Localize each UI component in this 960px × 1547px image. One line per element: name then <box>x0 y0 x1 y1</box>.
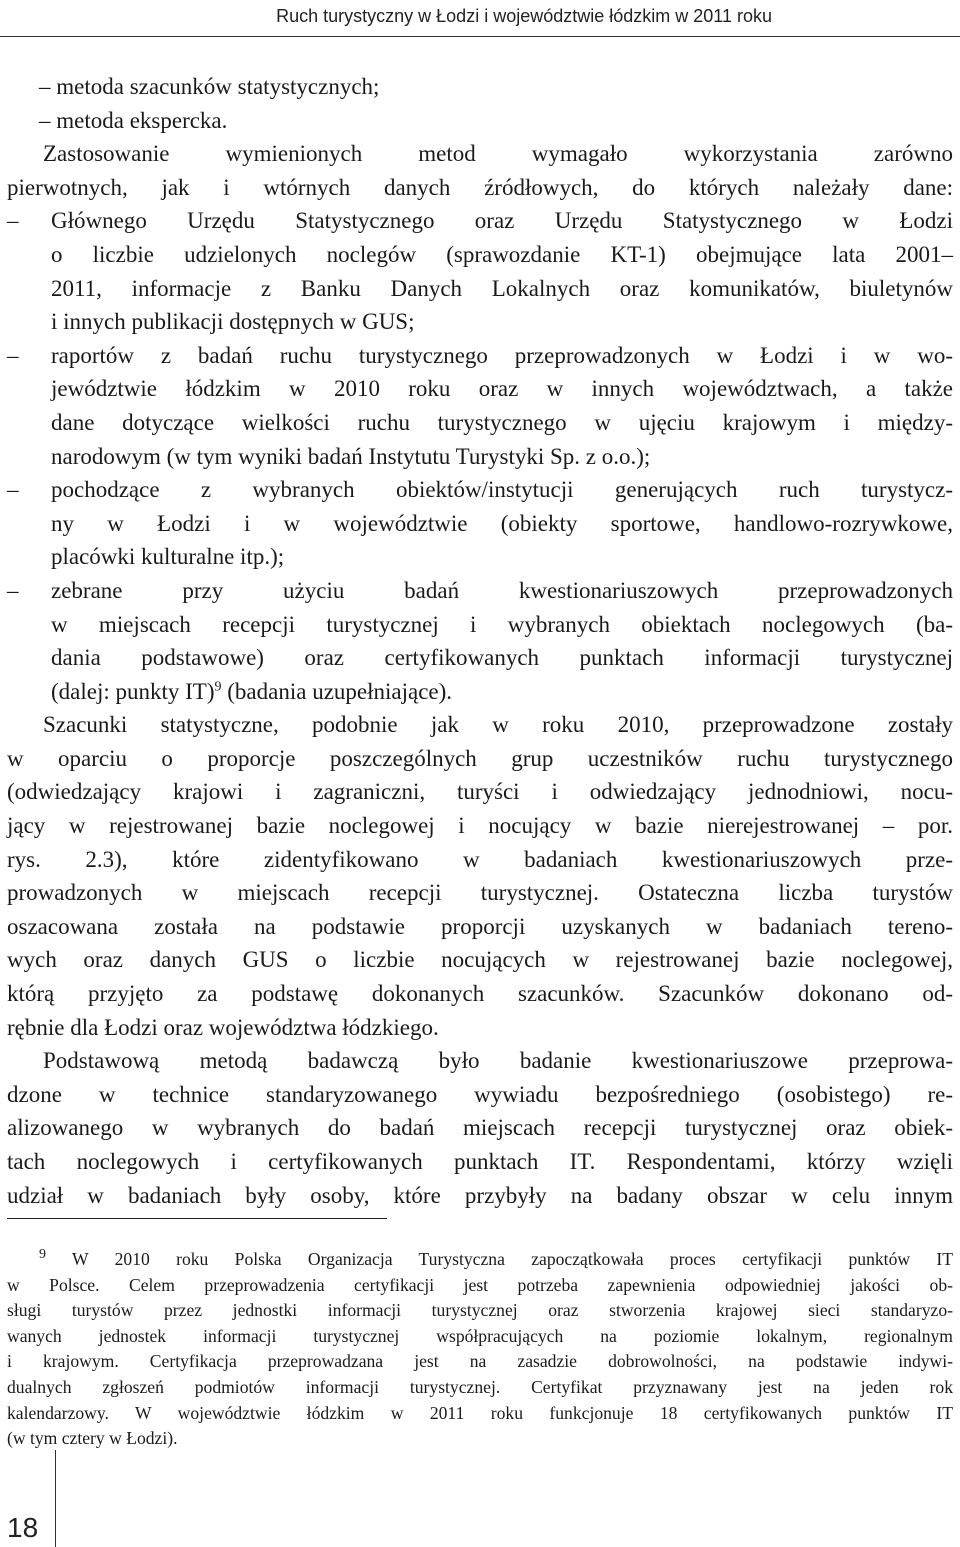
bullet-line: ny w Łodzi i w województwie (obiekty sportowe, handlowo-rozrywkowe, <box>51 510 953 536</box>
bullet-line-text: (badania uzupełniające). <box>221 678 453 704</box>
paragraph-line: jący w rejestrowanej bazie noclegowej i nocujący w bazie nierejestrowanej – por. <box>7 813 953 839</box>
bullet-line: placówki kulturalne itp.); <box>51 544 285 570</box>
paragraph-line: dzone w technice standaryzowanego wywiadu bezpośredniego (osobistego) re- <box>7 1081 953 1107</box>
bullet-line: jewództwie łódzkim w 2010 roku oraz w innych województwach, a także <box>51 376 953 402</box>
source-bullet <box>7 204 953 338</box>
bullet-line: zebrane przy użyciu badań kwestionariuszowych przeprowadzonych <box>51 577 953 603</box>
source-bullet <box>7 574 953 708</box>
source-bullet <box>7 473 953 574</box>
running-header <box>0 0 960 37</box>
bullet-line: 2011, informacje z Banku Danych Lokalnych oraz komunikatów, biuletynów <box>51 275 953 301</box>
bullet-line-text: (dalej: punkty IT) <box>51 678 215 704</box>
source-bullet <box>7 339 953 473</box>
footnote-line <box>7 1247 953 1273</box>
footnote-line: w Polsce. Celem przeprowadzenia certyfikacji jest potrzeba zapewnienia odpowiedniej jakości ob- <box>7 1274 953 1295</box>
body-text <box>7 70 953 1212</box>
page-number-rule <box>55 1450 56 1547</box>
bullet-line: o liczbie udzielonych noclegów (sprawozdanie KT-1) obejmujące lata 2001– <box>51 241 953 267</box>
footnote-marker: 9 <box>39 1247 46 1263</box>
footnote-reference[interactable]: 9 <box>214 679 222 695</box>
footnote-line: dualnych zgłoszeń podmiotów informacji turystycznej. Certyfikat przyznawany jest na jeden rok <box>7 1376 953 1397</box>
paragraph-line: rys. 2.3), które zidentyfikowano w badaniach kwestionariuszowych prze- <box>7 846 953 872</box>
footnote-line: kalendarzowy. W województwie łódzkim w 2011 roku funkcjonuje 18 certyfikowanych punktów IT <box>7 1402 953 1423</box>
bullet-line: Głównego Urzędu Statystycznego oraz Urzędu Statystycznego w Łodzi <box>51 208 953 234</box>
bullet-line: narodowym (w tym wyniki badań Instytutu Turystyki Sp. z o.o.); <box>51 443 651 469</box>
bullet-line: pochodzące z wybranych obiektów/instytucji generujących ruch turystycz- <box>51 477 953 503</box>
bullet-line: dane dotyczące wielkości ruchu turystycznego w ujęciu krajowym i między- <box>51 409 953 435</box>
paragraph-line: Szacunki statystyczne, podobnie jak w roku 2010, przeprowadzone zostały <box>43 712 953 738</box>
page-number: 18 <box>7 1512 39 1543</box>
bullet-dash: – <box>7 208 19 234</box>
bullet-line: dania podstawowe) oraz certyfikowanych punktach informacji turystycznej <box>51 645 953 671</box>
paragraph-line: w oparciu o proporcje poszczególnych grup uczestników ruchu turystycznego <box>7 745 953 771</box>
intro-line: Zastosowanie wymienionych metod wymagało wykorzystania zarówno <box>43 141 953 167</box>
footnote-line: wanych jednostek informacji turystycznej współpracujących na poziomie lokalnym, regionalnym <box>7 1325 953 1346</box>
paragraph-line: tach noclegowych i certyfikowanych punktach IT. Respondentami, którzy wzięli <box>7 1149 953 1174</box>
bullet-dash: – <box>7 342 19 368</box>
footnote <box>7 1247 953 1452</box>
paragraph-line: udział w badaniach były osoby, które przybyły na badany obszar w celu innym <box>7 1182 953 1208</box>
footnote-line: sługi turystów przez jednostki informacji turystycznej oraz stworzenia krajowej sieci standaryzo- <box>7 1300 953 1321</box>
bullet-line: raportów z badań ruchu turystycznego przeprowadzonych w Łodzi i w wo- <box>51 342 953 368</box>
bullet-dash: – <box>7 577 19 603</box>
running-header-title: Ruch turystyczny w Łodzi i województwie łódzkim w 2011 roku <box>276 6 772 26</box>
footnote-separator <box>7 1218 387 1219</box>
paragraph-line: prowadzonych w miejscach recepcji turystycznej. Ostateczna liczba turystów <box>7 880 953 906</box>
bullet-line <box>51 675 953 709</box>
intro-line: pierwotnych, jak i wtórnych danych źródłowych, do których należały dane: <box>7 174 953 200</box>
method-item: – metoda ekspercka. <box>39 107 228 133</box>
footnote-text: W 2010 roku Polska Organizacja Turystyczna zapoczątkowała proces certyfikacji punktów IT <box>46 1249 953 1269</box>
bullet-dash: – <box>7 477 19 503</box>
paragraph-line: alizowanego w wybranych do badań miejscach recepcji turystycznej oraz obiek- <box>7 1115 953 1141</box>
bullet-line: w miejscach recepcji turystycznej i wybranych obiektach noclegowych (ba- <box>51 611 953 637</box>
paragraph-line: rębnie dla Łodzi oraz województwa łódzkiego. <box>7 1014 439 1040</box>
paragraph-line: oszacowana została na podstawie proporcji uzyskanych w badaniach tereno- <box>7 913 953 939</box>
paragraph-line: którą przyjęto za podstawę dokonanych szacunków. Szacunków dokonano od- <box>7 981 953 1007</box>
footnote-line: (w tym cztery w Łodzi). <box>7 1428 178 1449</box>
paragraph-line: wych oraz danych GUS o liczbie nocujących w rejestrowanej bazie noclegowej, <box>7 947 953 973</box>
paragraph-line: Podstawową metodą badawczą było badanie kwestionariuszowe przeprowa- <box>43 1048 953 1074</box>
bullet-line: i innych publikacji dostępnych w GUS; <box>51 309 415 335</box>
paragraph-line: (odwiedzający krajowi i zagraniczni, turyści i odwiedzający jednodniowi, nocu- <box>7 779 953 805</box>
method-item: – metoda szacunków statystycznych; <box>39 74 380 99</box>
footnote-line: i krajowym. Certyfikacja przeprowadzana jest na zasadzie dobrowolności, na podstawie indywi- <box>7 1351 953 1372</box>
